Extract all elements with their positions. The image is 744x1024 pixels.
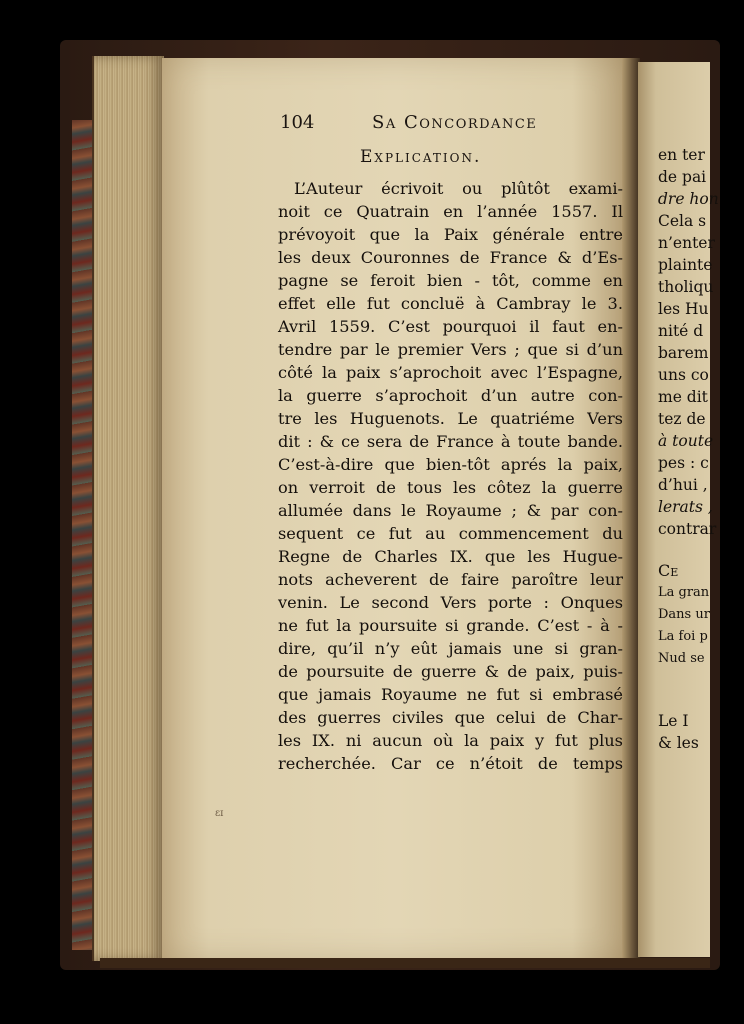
body-text	[278, 177, 623, 775]
right-line: de pai	[658, 168, 707, 186]
bottom-board	[100, 958, 710, 968]
margin-mark: ɛɪ	[215, 808, 224, 819]
text-line: venin. Le second Vers porte : Onques	[278, 593, 623, 612]
right-line: & les	[658, 734, 699, 752]
text-line: recherchée. Car ce n’étoit de temps	[278, 754, 623, 773]
right-line: contrar	[658, 520, 717, 538]
right-line: me dit	[658, 388, 708, 406]
right-line: à toute	[658, 432, 714, 450]
page-number: 104	[280, 112, 315, 133]
right-line: les Hu	[658, 300, 709, 318]
text-line: allumée dans le Royaume ; & par con-	[278, 501, 623, 520]
right-line: d’hui ,	[658, 476, 708, 494]
running-head: Sa Concordance	[372, 112, 538, 133]
right-line: lerats ,	[658, 498, 713, 516]
right-line: uns co	[658, 366, 709, 384]
text-line: effet elle fut concluë à Cambray le 3.	[278, 294, 623, 313]
text-line: tre les Huguenots. Le quatriéme Vers	[278, 409, 623, 428]
text-line: sequent ce fut au commencement du	[278, 524, 623, 543]
text-line: nots acheverent de faire paroître leur	[278, 570, 623, 589]
text-line: C’est-à-dire que bien-tôt aprés la paix,	[278, 455, 623, 474]
text-line: dit : & ce sera de France à toute bande.	[278, 432, 623, 451]
page-header	[280, 112, 580, 140]
text-line: Avril 1559. C’est pourquoi il faut en-	[278, 317, 623, 336]
text-line: noit ce Quatrain en l’année 1557. Il	[278, 202, 623, 221]
text-line: tendre par le premier Vers ; que si d’un	[278, 340, 623, 359]
right-verse-line: La foi p	[658, 629, 708, 644]
right-line: en ter	[658, 146, 705, 164]
text-line: prévoyoit que la Paix générale entre	[278, 225, 623, 244]
text-line: on verroit de tous les côtez la guerre	[278, 478, 623, 497]
right-line: barem	[658, 344, 709, 362]
right-line: nité d	[658, 322, 704, 340]
right-line: tez de	[658, 410, 706, 428]
text-line: L’Auteur écrivoit ou plûtôt exami-	[294, 179, 623, 198]
text-line: des guerres civiles que celui de Char-	[278, 708, 623, 727]
right-line: dre hon	[658, 190, 719, 208]
text-line: les deux Couronnes de France & d’Es-	[278, 248, 623, 267]
page-block-edge	[92, 56, 164, 961]
text-line: la guerre s’aprochoit d’un autre con-	[278, 386, 623, 405]
text-line: Regne de Charles IX. que les Hugue-	[278, 547, 623, 566]
text-line: les IX. ni aucun où la paix y fut plus	[278, 731, 623, 750]
right-heading: Ce	[658, 561, 679, 580]
right-verse-line: Nud se	[658, 651, 705, 666]
right-line: plainte	[658, 256, 713, 274]
right-page-text	[658, 144, 718, 754]
right-line: pes : c	[658, 454, 709, 472]
right-page	[638, 62, 719, 957]
right-verse-line: Dans ur	[658, 607, 710, 622]
text-line: ne fut la poursuite si grande. C’est - à -	[278, 616, 623, 635]
right-line: Cela s	[658, 212, 707, 230]
right-verse-line: La gran	[658, 585, 710, 600]
right-line: tholiqu	[658, 278, 714, 296]
text-line: de poursuite de guerre & de paix, puis-	[278, 662, 623, 681]
right-line: Le I	[658, 712, 689, 730]
text-line: dire, qu’il n’y eût jamais une si gran-	[278, 639, 623, 658]
right-line: n’enter	[658, 234, 715, 252]
text-line: que jamais Royaume ne fut si embrasé	[278, 685, 623, 704]
text-line: pagne se feroit bien - tôt, comme en	[278, 271, 623, 290]
text-line: côté la paix s’aprochoit avec l’Espagne,	[278, 363, 623, 382]
section-title: Explication.	[360, 147, 482, 167]
